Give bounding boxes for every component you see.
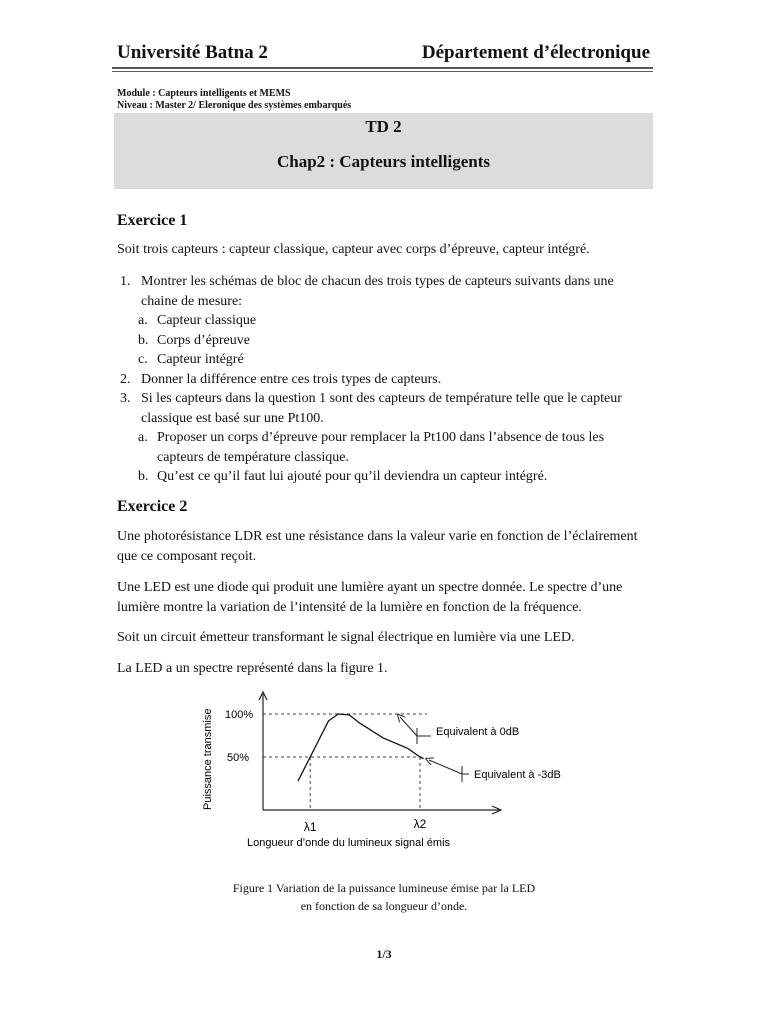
header-rule-thin [112,71,653,72]
exercise-1-heading: Exercice 1 [117,212,188,229]
list-letter: b. [138,332,149,348]
list-letter: a. [138,313,148,328]
question-1-line1: Montrer les schémas de bloc de chacun des trois types de capteurs suivants dans une [141,274,614,289]
spectrum-curve [298,714,424,781]
question-3-line1: Si les capteurs dans la question 1 sont des capteurs de température telle que le capteur [141,391,622,406]
ex2-paragraph-2-line2: lumière montre la variation de l’intensité de la lumière en fonction de la fréquence. [117,599,582,615]
ex2-paragraph-1-line2: que ce composant reçoit. [117,548,257,564]
university-name: Université Batna 2 [117,42,268,63]
xtick-lambda1: λ1 [303,820,317,834]
list-number: 1. [120,274,131,289]
led-spectrum-chart [195,690,595,855]
xtick-lambda2: λ2 [413,817,427,831]
list-number: 3. [120,391,131,406]
annotation-3db: Equivalent à -3dB [474,769,561,781]
ytick-100: 100% [225,709,254,721]
list-letter: a. [138,430,148,445]
page-number: 1/3 [376,947,392,961]
chapter-title: Chap2 : Capteurs intelligents [277,152,490,171]
td-title: TD 2 [365,117,402,136]
department-name: Département d’électronique [421,42,650,63]
ex2-paragraph-3: Soit un circuit émetteur transformant le signal électrique en lumière via une LED. [117,630,575,645]
exercise-2-heading: Exercice 2 [117,498,188,515]
figure-caption-line1: Figure 1 Variation de la puissance lumineuse émise par la LED [232,881,536,895]
list-item-text: Capteur intégré [157,352,244,367]
arrow-3db [429,760,462,774]
question-3a-line2: capteurs de température classique. [157,449,350,465]
module-line: Module : Capteurs intelligents et MEMS [117,88,291,99]
list-item-text: Qu’est ce qu’il faut lui ajouté pour qu’il deviendra un capteur intégré. [157,469,548,484]
list-item-text: Corps d’épreuve [157,332,250,348]
ex2-paragraph-1-line1: Une photorésistance LDR est une résistance dans la valeur varie en fonction de l’éclairement [117,529,638,544]
question-3-line2: classique est basé sur une Pt100. [141,410,324,426]
ex2-paragraph-2-line1: Une LED est une diode qui produit une lumière ayant un spectre donnée. Le spectre d’une [117,580,623,595]
y-axis-label: Puissance transmise [202,708,214,810]
list-letter: c. [138,352,148,367]
header-rule [112,67,653,69]
list-item-text: Capteur classique [157,313,257,328]
title-box [114,113,653,189]
ytick-50: 50% [227,752,250,764]
annotation-0db: Equivalent à 0dB [436,726,520,738]
question-1-line2: chaine de mesure: [141,293,243,309]
level-line: Niveau : Master 2/ Eleronique des systèmes embarqués [117,100,352,111]
question-3a-line1: Proposer un corps d’épreuve pour remplacer la Pt100 dans l’absence de tous les [157,430,605,445]
exercise-1-intro: Soit trois capteurs : capteur classique, capteur avec corps d’épreuve, capteur intégré. [117,242,590,257]
ex2-paragraph-4: La LED a un spectre représenté dans la figure 1. [117,661,388,676]
list-letter: b. [138,469,149,484]
list-number: 2. [120,371,131,387]
list-item-text: Donner la différence entre ces trois types de capteurs. [141,371,442,387]
arrow-0db [400,717,417,736]
x-axis-label: Longueur d’onde du lumineux signal émis [247,837,451,849]
figure-caption-line2: en fonction de sa longueur d’onde. [300,899,468,913]
